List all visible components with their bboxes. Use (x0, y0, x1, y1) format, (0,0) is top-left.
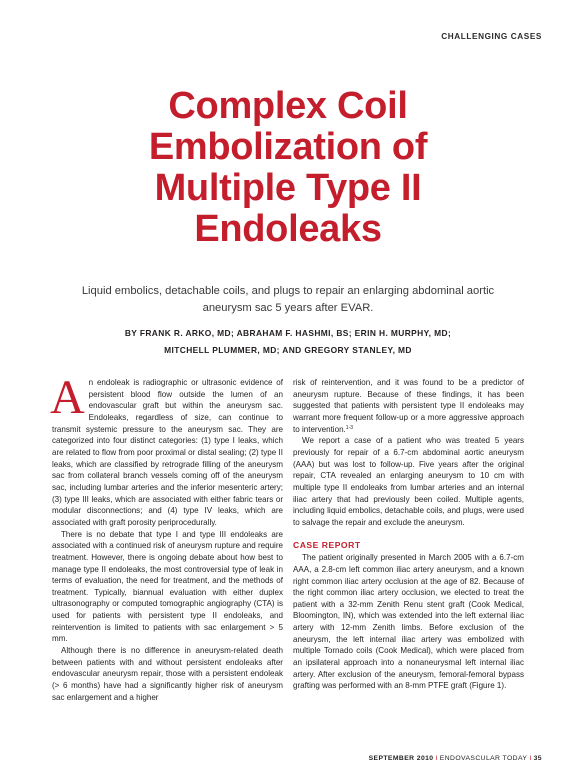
body-paragraph (50, 371, 283, 529)
footer-journal: ENDOVASCULAR TODAY (439, 755, 528, 762)
body-paragraph: We report a case of a patient who was treated 5 years previously for repair of a 6.7-cm abdominal aortic aneurysm (AAA) but was lost to follow-up. Five years after the original repair, CTA revealed an enlarging aneurysm to 10 cm with multiple type II endoleaks from lumbar arteries and an internal iliac artery that had previously been coiled. Multiple agents, including liquid embolics, detachable coils, and plugs, were used to salvage the repair and exclude the aneurysm. (293, 436, 524, 527)
section-tag: CHALLENGING CASES (441, 32, 542, 41)
paragraph-text: n endoleak is radiographic or ultrasonic evidence of persistent blood flow outside the lumen of an endovascular graft but within the aneurysm sac. Endoleaks, regardless of size, can continue to transmit systemic pressure to the aneurysm sac. They are categorized into four distinct categories: (1) type I leaks, which are related to flow from poor proximal or distal sealing; (2) type II leaks, which are classified by retrograde filling of the aneurysm sac from collateral branch vessels coming off of the aneurysm sac, including lumbar arteries and the inferior mesenteric artery; (3) type III leaks, which are associated with either fabric tears or modular disconnections; and (4) type IV leaks, which are associated with graft porosity periprocedurally. (52, 378, 283, 527)
title-line: Multiple Type II (154, 167, 422, 209)
title-line: Embolization of (148, 126, 428, 168)
footer-separator: I (435, 755, 438, 762)
page-number: 35 (533, 755, 542, 762)
article-title (48, 86, 528, 250)
drop-cap: A (50, 371, 85, 424)
title-line: Complex Coil (168, 85, 408, 127)
byline-line: BY FRANK R. ARKO, MD; ABRAHAM F. HASHMI, BS; ERIN H. MURPHY, MD; (124, 328, 452, 338)
body-paragraph: The patient originally presented in March 2005 with a 6.7-cm AAA, a 2.8-cm left common iliac artery aneurysm, and a known right common iliac artery occlusion at the age of 82. Because of the right common iliac artery occlusion, we elected to treat the patient with a 32-mm Zenith Renu stent graft (Cook Medical, Bloomington, IN), which was extended into the left external iliac artery with 12-mm Zenith limbs. Before exclusion of the aneurysm, the left internal iliac artery was embolized with multiple Tornado coils (Cook Medical), which were placed from an ipsilateral approach into a nonaneurysmal left internal iliac artery. After exclusion of the aneurysm, femoral-femoral bypass grafting was performed with an 8-mm PTFE graft (Figure 1). (293, 553, 524, 691)
body-paragraph: There is no debate that type I and type III endoleaks are associated with a continued risk of aneurysm rupture and require treatment. However, there is ongoing debate about how best to manage type II endoleaks, the most controversial type of leak in terms of evaluation, the need for treatment, and the methods of treatment. Typically, biannual evaluation with either duplex ultrasonography or computed tomographic angiography (CTA) is used for patients with persistent type II endoleaks, and reintervention is limited to patients with sac enlargement > 5 mm. (52, 529, 283, 644)
footer-separator: I (529, 755, 532, 762)
article-deck: Liquid embolics, detachable coils, and plugs to repair an enlarging abdominal aortic aneurysm sac 5 years after EVAR. (81, 285, 495, 314)
author-byline (40, 325, 536, 359)
paragraph-text: risk of reintervention, and it was found to be a predictor of aneurysm rupture. Because of these findings, it has been suggested that patients with persistent type II endoleaks may warrant more frequent follow-up or a more aggressive approach to intervention. (293, 378, 524, 434)
body-paragraph: Although there is no difference in aneurysm-related death between patients with and without persistent endoleaks after endovascular aneurysm repair, those with a persistent endoleak (> 6 months) have had a significantly higher risk of aneurysm sac enlargement and a higher (52, 646, 283, 702)
case-report-heading: CASE REPORT (293, 539, 361, 550)
body-column-left (50, 371, 283, 703)
reference-superscript: 1-3 (345, 424, 354, 431)
page-footer (369, 755, 542, 762)
footer-issue: SEPTEMBER 2010 (368, 755, 434, 762)
body-paragraph (293, 377, 524, 435)
byline-line: MITCHELL PLUMMER, MD; AND GREGORY STANLEY, MD (164, 345, 412, 355)
title-line: Endoleaks (194, 208, 382, 250)
body-column-right (293, 377, 524, 692)
